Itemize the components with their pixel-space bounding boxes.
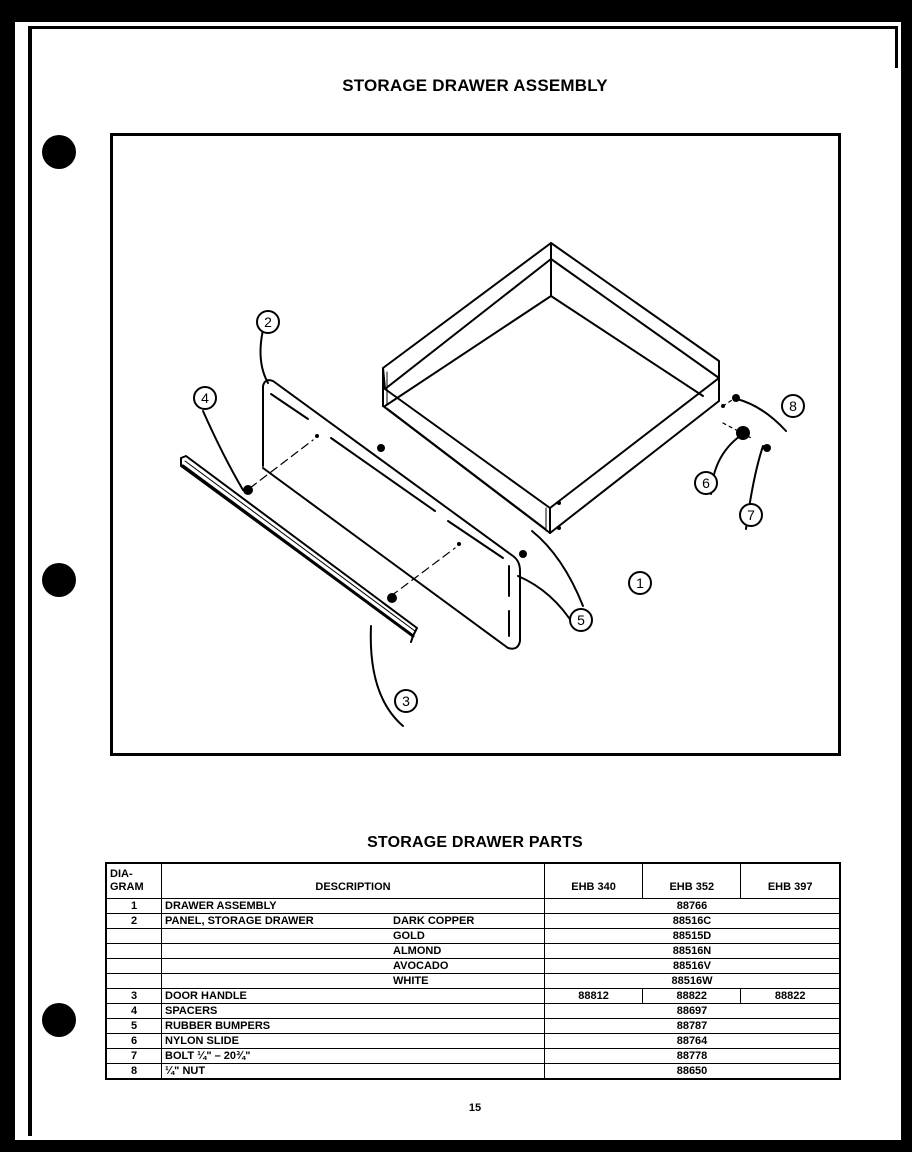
row-diagram-number: 1 xyxy=(106,899,162,914)
row-description xyxy=(162,929,545,944)
row-diagram-number: 7 xyxy=(106,1049,162,1064)
table-row xyxy=(106,899,840,914)
row-description xyxy=(162,959,545,974)
callout-4: 4 xyxy=(201,390,209,406)
header-diagram-line1: DIA- xyxy=(110,868,133,880)
exploded-diagram xyxy=(110,133,841,756)
table-row xyxy=(106,1004,840,1019)
table-row xyxy=(106,974,840,989)
row-description: ¼" NUT xyxy=(162,1064,545,1080)
row-description: RUBBER BUMPERS xyxy=(162,1019,545,1034)
row-description: DRAWER ASSEMBLY xyxy=(162,899,545,914)
row-part-number: 88787 xyxy=(545,1019,841,1034)
row-part-number: 88697 xyxy=(545,1004,841,1019)
header-model-ehb397: EHB 397 xyxy=(741,863,840,899)
row-color-variant: WHITE xyxy=(393,974,429,987)
table-row xyxy=(106,929,840,944)
row-part-number: 88516N xyxy=(545,944,841,959)
callout-2: 2 xyxy=(264,314,272,330)
callout-6: 6 xyxy=(702,475,710,491)
page-title: STORAGE DRAWER ASSEMBLY xyxy=(342,76,608,95)
row-diagram-number xyxy=(106,959,162,974)
row-description xyxy=(162,914,545,929)
row-diagram-number: 2 xyxy=(106,914,162,929)
row-part-number: 88650 xyxy=(545,1064,841,1080)
binder-hole-icon xyxy=(42,1003,76,1037)
page-border-left xyxy=(28,26,32,1136)
row-diagram-number: 8 xyxy=(106,1064,162,1080)
row-description: BOLT ¼" – 20¾" xyxy=(162,1049,545,1064)
page-number: 15 xyxy=(468,1102,482,1114)
table-row xyxy=(106,1034,840,1049)
parts-table xyxy=(105,862,841,1080)
header-model-ehb340: EHB 340 xyxy=(545,863,643,899)
table-row xyxy=(106,1049,840,1064)
row-part-number: 88515D xyxy=(545,929,841,944)
page-border-top xyxy=(28,26,898,29)
table-row xyxy=(106,944,840,959)
row-part-number-ehb352: 88822 xyxy=(643,989,741,1004)
callout-5: 5 xyxy=(577,612,585,628)
callout-1: 1 xyxy=(636,575,644,591)
row-color-variant: DARK COPPER xyxy=(393,914,475,927)
row-description: NYLON SLIDE xyxy=(162,1034,545,1049)
row-part-number-ehb340: 88812 xyxy=(545,989,643,1004)
row-part-number: 88516V xyxy=(545,959,841,974)
row-description-text: PANEL, STORAGE DRAWER xyxy=(165,914,314,927)
row-description xyxy=(162,944,545,959)
table-row xyxy=(106,989,840,1004)
callout-8: 8 xyxy=(789,398,797,414)
table-row xyxy=(106,959,840,974)
row-description: DOOR HANDLE xyxy=(162,989,545,1004)
row-part-number: 88516W xyxy=(545,974,841,989)
row-color-variant: ALMOND xyxy=(393,944,442,957)
binder-hole-icon xyxy=(42,563,76,597)
row-part-number-ehb397: 88822 xyxy=(741,989,840,1004)
row-diagram-number xyxy=(106,944,162,959)
row-color-variant: GOLD xyxy=(393,929,425,942)
row-part-number: 88778 xyxy=(545,1049,841,1064)
header-model-ehb352: EHB 352 xyxy=(643,863,741,899)
row-diagram-number: 3 xyxy=(106,989,162,1004)
table-row xyxy=(106,1019,840,1034)
binder-hole-icon xyxy=(42,135,76,169)
manual-page xyxy=(15,22,901,1140)
table-row xyxy=(106,1064,840,1080)
row-part-number: 88766 xyxy=(545,899,841,914)
row-part-number: 88516C xyxy=(545,914,841,929)
row-description xyxy=(162,974,545,989)
row-diagram-number xyxy=(106,974,162,989)
row-diagram-number: 4 xyxy=(106,1004,162,1019)
row-diagram-number: 6 xyxy=(106,1034,162,1049)
row-diagram-number xyxy=(106,929,162,944)
table-header-row xyxy=(106,863,840,899)
header-description: DESCRIPTION xyxy=(162,863,545,899)
row-description: SPACERS xyxy=(162,1004,545,1019)
header-diagram xyxy=(106,863,162,899)
callout-7: 7 xyxy=(747,507,755,523)
row-diagram-number: 5 xyxy=(106,1019,162,1034)
drawer-exploded-view-icon xyxy=(113,136,838,753)
row-color-variant: AVOCADO xyxy=(393,959,449,972)
page-border-right xyxy=(895,28,898,68)
header-diagram-line2: GRAM xyxy=(110,881,144,893)
table-row xyxy=(106,914,840,929)
row-part-number: 88764 xyxy=(545,1034,841,1049)
callout-3: 3 xyxy=(402,693,410,709)
parts-table-title: STORAGE DRAWER PARTS xyxy=(367,834,583,851)
